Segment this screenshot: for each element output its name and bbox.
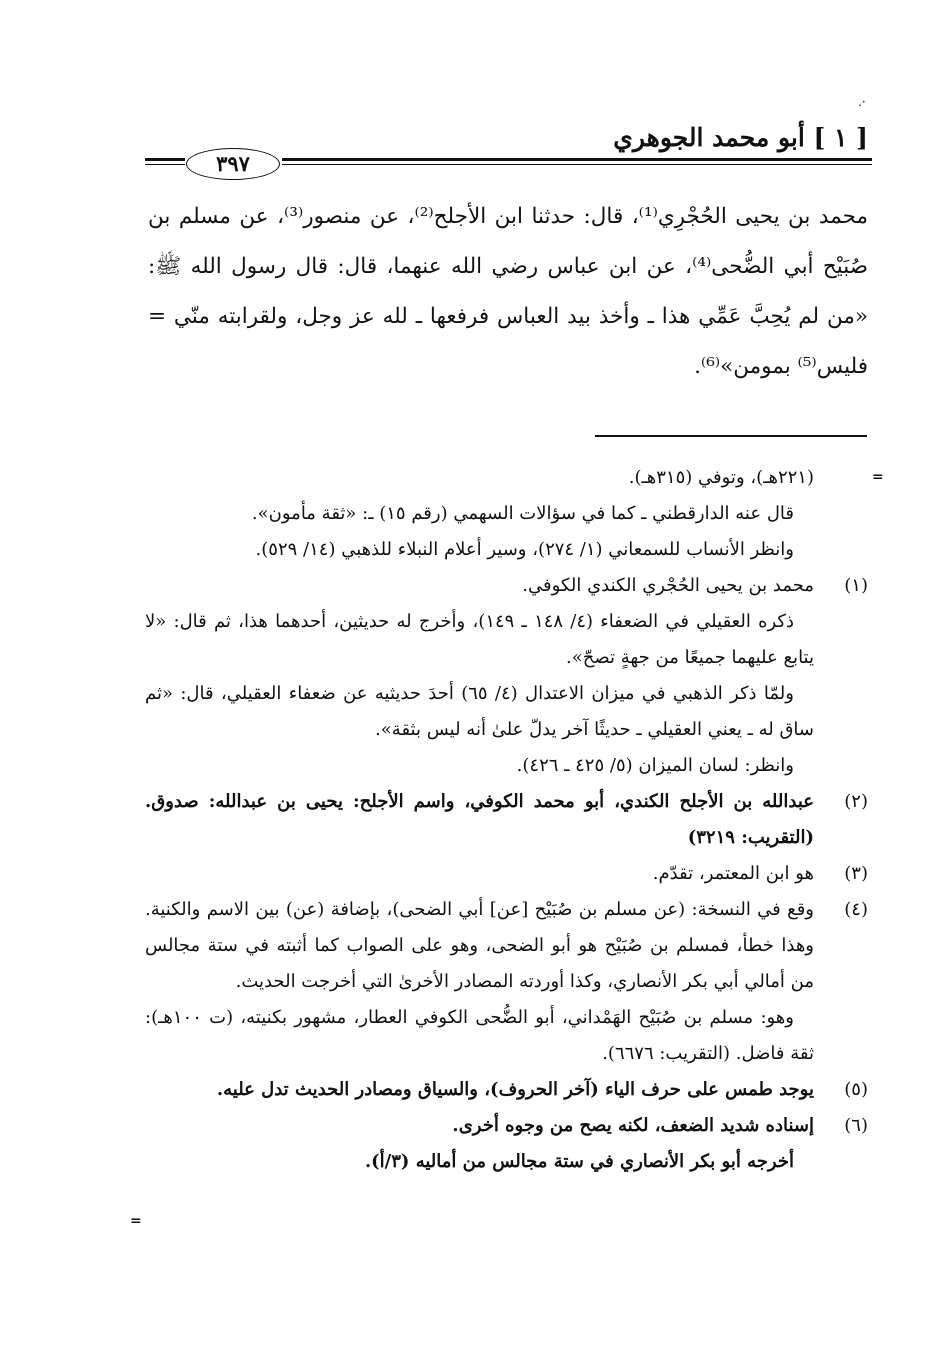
footnote-line: (٢٢١هـ)، وتوفي (٣١٥هـ). xyxy=(628,467,814,488)
footnote-line: قال عنه الدارقطني ـ كما في سؤالات السهمي (رقم ١٥) ـ: «ثقة مأمون». xyxy=(251,503,794,524)
footnote-1 xyxy=(145,568,868,784)
footnote-number: (٢) xyxy=(844,791,868,812)
running-header-title: [ ١ ] أبو محمد الجوهري xyxy=(613,123,868,152)
footnote-number: (٣) xyxy=(844,863,868,884)
continuation-mark-top: = xyxy=(872,469,884,485)
continuation-mark-bottom: = xyxy=(130,1213,142,1229)
header-rule-right xyxy=(282,158,872,167)
footnote-number: (٤) xyxy=(844,899,868,920)
footnote-line: هو ابن المعتمر، تقدّم. xyxy=(652,863,814,884)
header-rule-left xyxy=(145,158,185,167)
footnote-2 xyxy=(145,784,868,856)
hadith-paragraph: محمد بن يحيى الحُجْرِي⁽¹⁾، قال: حدثنا ابن الأجلح⁽²⁾، عن منصور⁽³⁾، عن مسلم بن صُبَيْح أبي الضُّحى⁽⁴⁾، عن ابن عباس رضي الله عنهما، قال: قال رسول الله ﷺ: «من لم يُحِبَّ عَمِّي هذا ـ وأخذ بيد العباس فرفعها ـ لله عز وجل، ولقرابته منّي = فليس⁽⁵⁾ بمومن»⁽⁶⁾. xyxy=(148,204,868,379)
footnote-line: وانظر: لسان الميزان (٥/ ٤٢٥ ـ ٤٢٦). xyxy=(516,755,794,776)
footnote-number: (١) xyxy=(844,575,868,596)
main-text xyxy=(148,192,868,392)
footnote-number: (٦) xyxy=(844,1115,868,1136)
footnote-line: أخرجه أبو بكر الأنصاري في ستة مجالس من أماليه (٣/أ). xyxy=(364,1151,794,1172)
footnote-line: إسناده شديد الضعف، لكنه يصح من وجوه أخرى. xyxy=(452,1115,814,1136)
page-number: ٣٩٧ xyxy=(186,148,280,180)
footnote-line: وانظر الأنساب للسمعاني (١/ ٢٧٤)، وسير أعلام النبلاء للذهبي (١٤/ ٥٢٩). xyxy=(255,539,794,560)
footnote-separator xyxy=(595,435,867,437)
footnote-continued xyxy=(145,460,868,568)
footnote-3 xyxy=(145,856,868,892)
footnote-5 xyxy=(145,1072,868,1108)
footnote-4 xyxy=(145,892,868,1072)
footnote-line: وقع في النسخة: (عن مسلم بن صُبَيْح [عن] أبي الضحى)، بإضافة (عن) بين الاسم والكنية. وهذا خطأ، فمسلم بن صُبَيْح هو أبو الضحى، وهو على الصواب كما أثبته في ستة مجالس من أمالي أبي بكر الأنصاري، وكذا أوردته المصادر الأخرىٰ التي أخرجت الحديث. xyxy=(145,899,814,992)
footnote-6 xyxy=(145,1108,868,1180)
corner-mark: .· xyxy=(858,95,866,109)
footnote-line: يوجد طمس على حرف الياء (آخر الحروف)، والسياق ومصادر الحديث تدل عليه. xyxy=(216,1079,814,1100)
footnote-line: ذكره العقيلي في الضعفاء (٤/ ١٤٨ ـ ١٤٩)، وأخرج له حديثين، أحدهما هذا، ثم قال: «لا يتابع عليهما جميعًا من جهةٍ تصحّ». xyxy=(145,611,814,668)
footnote-line: محمد بن يحيى الحُجْري الكندي الكوفي. xyxy=(522,575,814,596)
footnote-line: وهو: مسلم بن صُبَيْح الهَمْداني، أبو الضُّحى الكوفي العطار، مشهور بكنيته، (ت ١٠٠هـ): ثقة فاضل. (التقريب: ٦٦٧٦). xyxy=(145,1007,814,1064)
footnote-line: ولمّا ذكر الذهبي في ميزان الاعتدال (٤/ ٦٥) أحدَ حديثيه عن ضعفاء العقيلي، قال: «ثم ساق له ـ يعني العقيلي ـ حديثًا آخر يدلّ علىٰ أنه ليس بثقة». xyxy=(145,683,814,740)
footnote-line: عبدالله بن الأجلح الكندي، أبو محمد الكوفي، واسم الأجلح: يحيى بن عبدالله: صدوق. (التقريب: ٣٢١٩) xyxy=(145,791,814,848)
footnotes xyxy=(145,460,868,1180)
footnote-number: (٥) xyxy=(844,1079,868,1100)
